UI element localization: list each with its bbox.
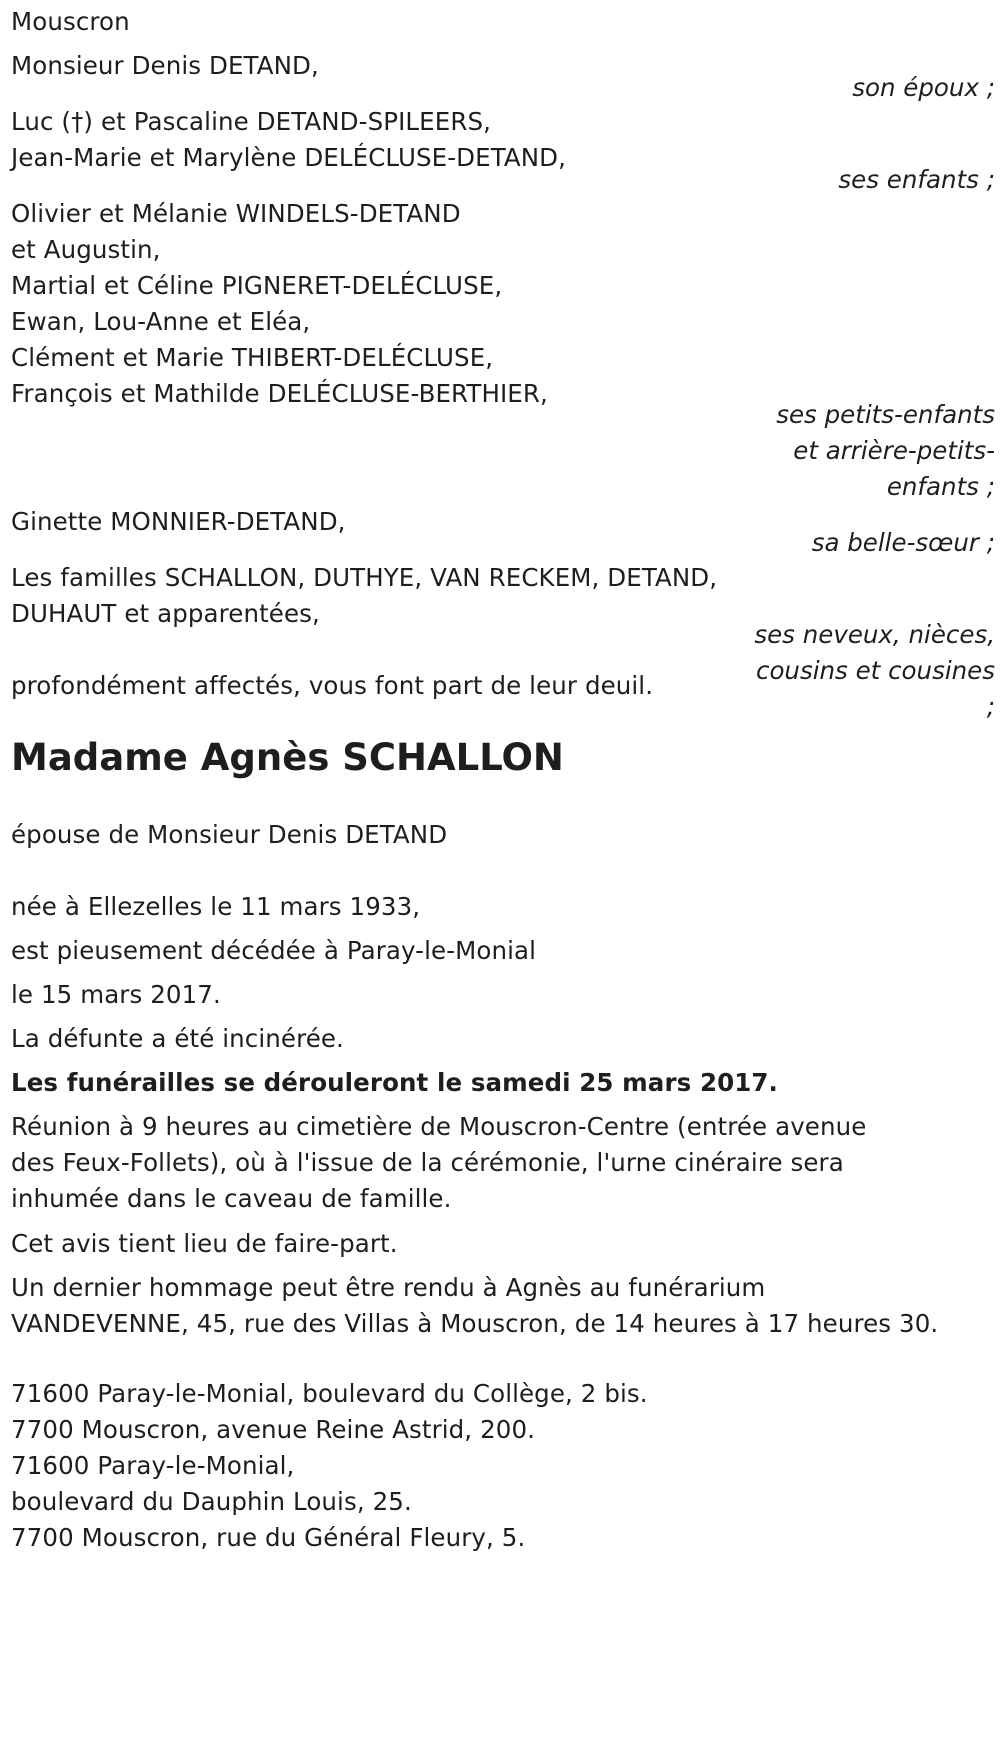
meeting-line: des Feux-Follets), où à l'issue de la cérémonie, l'urne cinéraire sera bbox=[11, 1148, 844, 1177]
child-line: Jean-Marie et Marylène DELÉCLUSE-DETAND, bbox=[11, 143, 566, 172]
spouse-relation: son époux ; bbox=[852, 73, 995, 102]
spouse-of-line: épouse de Monsieur Denis DETAND bbox=[11, 820, 448, 849]
sister-in-law-name: Ginette MONNIER-DETAND, bbox=[11, 507, 346, 536]
relatives-relation-line: cousins et cousines bbox=[755, 656, 995, 685]
tribute-line: VANDEVENNE, 45, rue des Villas à Mouscron, de 14 heures à 17 heures 30. bbox=[11, 1309, 939, 1338]
relatives-relation-line: ; bbox=[986, 692, 995, 721]
city-heading: Mouscron bbox=[11, 7, 130, 36]
grandchild-line: Martial et Céline PIGNERET-DELÉCLUSE, bbox=[11, 271, 503, 300]
address-line: 7700 Mouscron, rue du Général Fleury, 5. bbox=[11, 1523, 526, 1552]
grandchild-line: et Augustin, bbox=[11, 235, 161, 264]
address-line: boulevard du Dauphin Louis, 25. bbox=[11, 1487, 412, 1516]
death-line: est pieusement décédée à Paray-le-Monial bbox=[11, 936, 537, 965]
notice-line: Cet avis tient lieu de faire-part. bbox=[11, 1229, 398, 1258]
address-line: 71600 Paray-le-Monial, boulevard du Collège, 2 bis. bbox=[11, 1379, 648, 1408]
grandchild-line: François et Mathilde DELÉCLUSE-BERTHIER, bbox=[11, 379, 548, 408]
death-date-line: le 15 mars 2017. bbox=[11, 980, 221, 1009]
grandchild-line: Clément et Marie THIBERT-DELÉCLUSE, bbox=[11, 343, 494, 372]
children-relation: ses enfants ; bbox=[838, 165, 995, 194]
grandchildren-relation-line: et arrière-petits- bbox=[793, 436, 995, 465]
meeting-line: inhumée dans le caveau de famille. bbox=[11, 1184, 452, 1213]
relatives-relation-line: ses neveux, nièces, bbox=[754, 620, 995, 649]
funeral-line: Les funérailles se dérouleront le samedi 25 mars 2017. bbox=[11, 1068, 778, 1097]
grandchildren-relation-line: ses petits-enfants bbox=[776, 400, 995, 429]
cremation-line: La défunte a été incinérée. bbox=[11, 1024, 344, 1053]
meeting-line: Réunion à 9 heures au cimetière de Mouscron-Centre (entrée avenue bbox=[11, 1112, 867, 1141]
grandchild-line: Olivier et Mélanie WINDELS-DETAND bbox=[11, 199, 461, 228]
address-line: 7700 Mouscron, avenue Reine Astrid, 200. bbox=[11, 1415, 536, 1444]
child-line: Luc (†) et Pascaline DETAND-SPILEERS, bbox=[11, 107, 491, 136]
address-line: 71600 Paray-le-Monial, bbox=[11, 1451, 295, 1480]
sister-in-law-relation: sa belle-sœur ; bbox=[811, 528, 995, 557]
closing-sentence: profondément affectés, vous font part de leur deuil. bbox=[11, 671, 654, 700]
grandchildren-relation-line: enfants ; bbox=[886, 472, 995, 501]
relatives-line: Les familles SCHALLON, DUTHYE, VAN RECKEM, DETAND, bbox=[11, 563, 718, 592]
spouse-name: Monsieur Denis DETAND, bbox=[11, 51, 319, 80]
obituary-notice bbox=[11, 0, 995, 1757]
deceased-name: Madame Agnès SCHALLON bbox=[11, 736, 564, 779]
birth-line: née à Ellezelles le 11 mars 1933, bbox=[11, 892, 421, 921]
relatives-line: DUHAUT et apparentées, bbox=[11, 599, 320, 628]
tribute-line: Un dernier hommage peut être rendu à Agnès au funérarium bbox=[11, 1273, 766, 1302]
grandchild-line: Ewan, Lou-Anne et Eléa, bbox=[11, 307, 311, 336]
